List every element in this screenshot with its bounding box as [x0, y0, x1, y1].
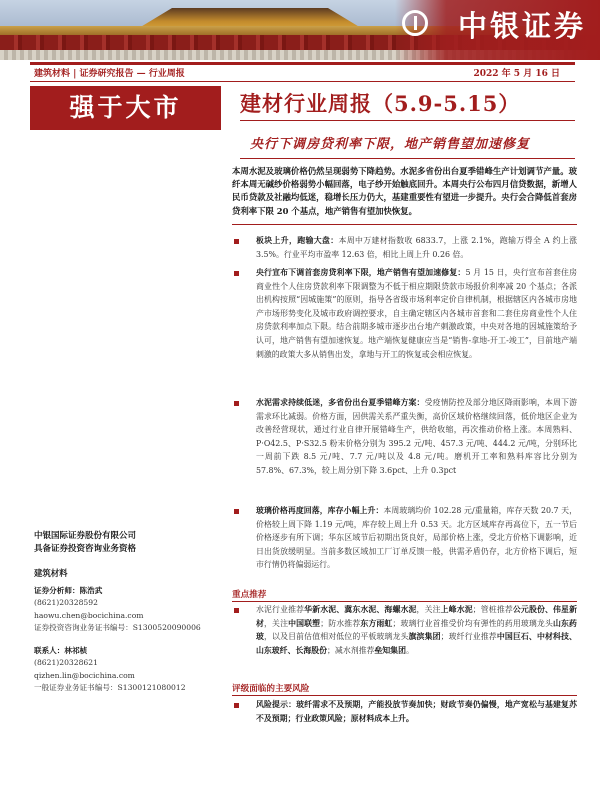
contact-phone: (8621)20328621 [34, 658, 98, 668]
contact-email[interactable]: qizhen.lin@bocichina.com [34, 670, 135, 680]
analyst-name: 证券分析师：陈浩武 [34, 586, 103, 595]
focus-stock: 中国联塑 [288, 618, 321, 628]
risk-text: 玻纤需求不及预期，产能投放节奏加快；财政节奏仍偏慢，地产宽松与基建复苏不及预期；行业政策风险；原材料成本上升。 [256, 700, 577, 723]
risk-heading: 评级面临的主要风险 [232, 684, 310, 694]
analyst-email[interactable]: haowu.chen@bocichina.com [34, 610, 144, 620]
company-info [34, 530, 136, 556]
header-banner [0, 0, 600, 60]
contact-certificate: 一般证券业务证书编号：S1300121080012 [34, 683, 186, 693]
bullet-text: 5 月 15 日，央行宣布首套住房商业性个人住房贷款利率下限调整为不低于相应期限贷款市场报价利率减 20 个基点；各派出机构按照“因城施策”的原则，指导各省级市场利率定价自律机制，根据辖区内各城市房地产市场形势变化及城市政府调控要求，自主确定辖区内各城市首套和二套住房商业性个人住房贷款利率加点下限。结合前期多城市逐步出台地产刺激政策，中央对各地的因城施策给予认可，地产销售有望加速恢复。地产端恢复健康应当是“销售-拿地-开工-竣工”，目前地产端刺激的政策大多从销售出发，拿地与开工的恢复或会相应恢复。 [256, 268, 577, 359]
bullet-square-icon [234, 703, 239, 708]
focus-stock: 华新水泥、冀东水泥、海螺水泥 [304, 605, 417, 614]
contact-name: 联系人：林祁桢 [34, 646, 88, 655]
meta-rule [30, 81, 575, 82]
analyst-phone: (8621)20328592 [34, 598, 98, 608]
focus-stock: 旗滨集团 [408, 632, 441, 642]
risk-rule [232, 695, 577, 696]
rating-badge: 强于大市 [30, 86, 221, 130]
focus-stock: 山东药玻 [256, 618, 577, 642]
focus-stock: 东方雨虹 [360, 618, 393, 628]
focus-stock: 中国巨石、中材科技、山东玻纤、长海股份 [256, 632, 577, 655]
report-subtitle: 央行下调房贷利率下限，地产销售望加速修复 [250, 137, 531, 152]
bullet-heading: 板块上升，跑输大盘： [256, 236, 339, 245]
bullet-item [232, 396, 577, 478]
focus-text: ，关注 [264, 618, 289, 628]
focus-text: ；减水剂推荐 [327, 645, 375, 655]
bullet-text: 本周中万建材指数收 6833.7，上涨 2.1%，跑输万得全 A 约上涨 3.5%。行业平均市盈率 12.63 倍，相比上周上升 0.26 倍。 [256, 236, 577, 259]
focus-text: 。 [405, 645, 414, 655]
focus-rule [232, 601, 577, 602]
focus-text: ，关注 [416, 605, 441, 614]
sector-label [34, 567, 224, 579]
bullet-square-icon [234, 239, 239, 244]
summary-rule [232, 224, 577, 225]
bullet-item [232, 234, 577, 261]
bullet-heading: 水泥需求持续低迷，多省份出台夏季错峰方案： [256, 398, 425, 407]
boc-logo-icon [402, 10, 428, 36]
bullet-square-icon [234, 271, 239, 276]
title-rule [240, 120, 575, 121]
focus-text: ；防水推荐 [320, 618, 361, 628]
analyst-block [34, 585, 224, 635]
bullet-heading: 玻璃价格再度回落，库存小幅上升： [256, 506, 384, 515]
bullet-item [232, 504, 577, 572]
brand-logo-area [395, 0, 600, 60]
sector-name: 建筑材料 [34, 568, 68, 578]
report-date: 2022 年 5 月 16 日 [473, 69, 560, 79]
bullet-text: 本周玻璃均价 102.28 元/重量箱，库存天数 20.7 天，价格较上周下降 1.19 元/吨，库存较上周上升 0.53 天。北方区域库存再高位下，五一节后价格逐步有所下调；华东区域节后初期出货良好，局部价格上涨，受北方价格下调影响，近日出货放缓明显。当前多数区域加工厂订单反馈一般，供需矛盾仍存，北方价格下调后，短市行情仍将偏弱运行。 [256, 506, 577, 570]
company-name: 中银国际证券股份有限公司 [34, 531, 137, 541]
report-category: 建筑材料 | 证券研究报告 — 行业周报 [34, 69, 185, 79]
bullet-heading: 央行宣布下调首套房贷利率下限，地产销售有望加速修复： [256, 268, 466, 277]
report-title: 建材行业周报（5.9-5.15） [240, 91, 521, 116]
company-qualification: 具备证券投资咨询业务资格 [34, 544, 137, 554]
focus-stock: 垒知集团 [374, 645, 406, 655]
focus-text: ，以及目前估值相对低位的平板玻璃龙头 [264, 632, 409, 642]
bullet-text: 受疫情防控及部分地区降雨影响，本周下游需求环比减弱。价格方面，因供需关系严重失衡，高价区域价格继续回落，低价地区企业为改善经营现状，通过行业自律开展错峰生产，供给收缩，再次推动价格上涨。本周熟料、P·O42.5、P·S32.5 粉末价格分别为 395.2 元/吨、457.3 元/吨、444.2 元/吨，分别环比一周前下跌 8.5 元/吨、7.7 元/吨以及 4.8 元/吨。磨机开工率和熟料库容比分别为 57.8%、67.3%，较上周分别下降 3.6pct、上升 0.3pct [256, 398, 577, 475]
contact-block [34, 645, 224, 695]
bullet-square-icon [234, 509, 239, 514]
bullet-item [232, 266, 577, 361]
brand-name: 中银证券 [457, 9, 586, 43]
report-summary: 本周水泥及玻璃价格仍然呈现弱势下降趋势。水泥多省份出台夏季错峰生产计划调节产量。玻纤本周无碱纱价格弱势小幅回落，电子纱开始触底回升。本周央行公布四月信贷数据，新增人民币贷款及社融均低迷，稳增长压力仍大，基建重要性有望进一步提升。央行会合降低首套房贷利率下限 20 个基点，地产销售有望加快恢复。 [232, 166, 577, 216]
focus-stock: 上峰水泥 [440, 605, 473, 614]
focus-text: ；玻纤行业推荐 [440, 632, 497, 642]
bullet-square-icon [234, 608, 239, 613]
focus-heading: 重点推荐 [232, 590, 267, 600]
risk-item [232, 698, 577, 725]
focus-item [232, 603, 577, 657]
risk-label: 风险提示： [256, 700, 297, 709]
focus-text: ；管桩推荐 [472, 605, 513, 614]
header-rule [30, 62, 575, 65]
focus-text: ；玻璃行业首推受价均有弹性的药用玻璃龙头 [392, 618, 553, 628]
bullet-square-icon [234, 401, 239, 406]
analyst-certificate: 证券投资咨询业务证书编号：S1300520090006 [34, 623, 201, 633]
subtitle-rule [240, 158, 575, 159]
focus-stock: 公元股份、伟星新材 [256, 605, 577, 628]
focus-text: 水泥行业推荐 [256, 605, 305, 614]
